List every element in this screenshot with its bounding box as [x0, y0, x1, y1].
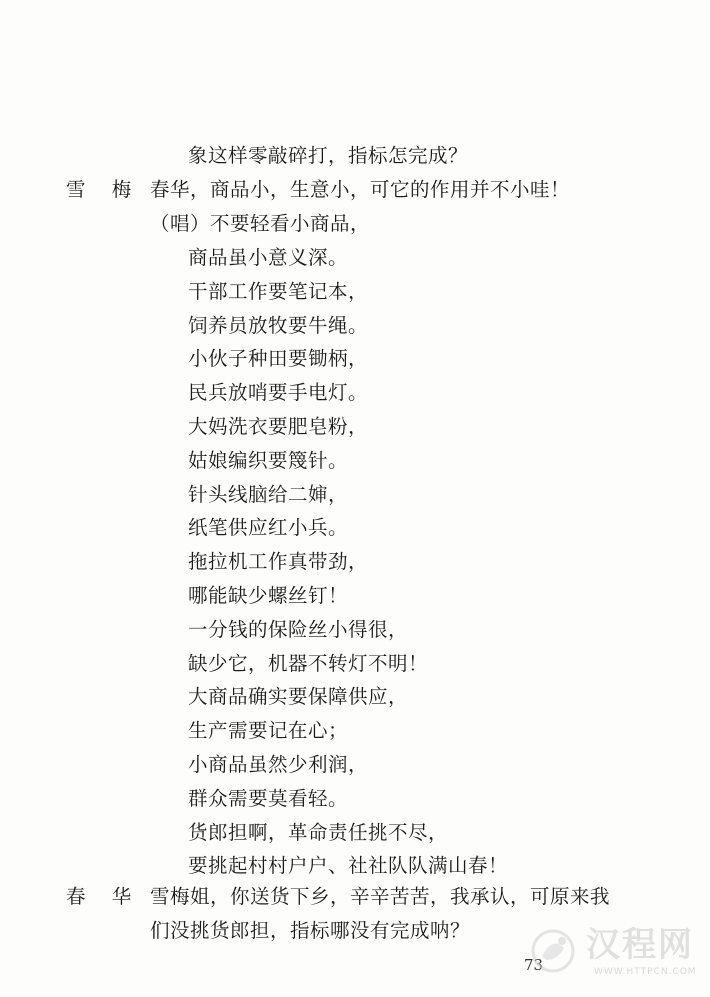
text-line: 大妈洗衣要肥皂粉， [188, 415, 369, 438]
speaker-label: 雪 梅 [66, 178, 142, 201]
speaker-label: 春 华 [66, 885, 142, 908]
text-line: 干部工作要笔记本， [188, 280, 369, 303]
text-line: 要挑起村村户户、社社队队满山春！ [188, 854, 509, 877]
text-line: 雪梅姐，你送货下乡，辛辛苦苦，我承认，可原来我 [150, 885, 611, 908]
text-line: 姑娘编织要篾针。 [188, 449, 349, 472]
text-line: 生产需要记在心； [188, 719, 349, 742]
page-number: 73 [524, 956, 544, 974]
text-line: 针头线脑给二婶， [188, 483, 349, 506]
watermark [528, 924, 708, 984]
text-line: 春华，商品小，生意小，可它的作用并不小哇！ [150, 178, 571, 201]
text-line: 饲养员放牧要牛绳。 [188, 314, 369, 337]
watermark-logo-icon [528, 926, 578, 976]
text-line: （唱）不要轻看小商品， [150, 212, 371, 235]
text-line: 群众需要莫看轻。 [188, 787, 349, 810]
text-line: 们没挑货郎担，指标哪没有完成呐？ [150, 919, 471, 942]
text-line: 拖拉机工作真带劲， [188, 550, 369, 573]
text-line: 象这样零敲碎打，指标怎完成？ [188, 144, 469, 167]
text-line: 货郎担啊，革命责任挑不尽， [188, 821, 449, 844]
text-line: 商品虽小意义深。 [188, 246, 349, 269]
text-line: 一分钱的保险丝小得很， [188, 618, 409, 641]
text-line: 哪能缺少螺丝钉！ [188, 584, 349, 607]
text-line: 缺少它，机器不转灯不明！ [188, 652, 429, 675]
text-line: 小伙子种田要锄柄， [188, 347, 369, 370]
watermark-text: 汉程网 [586, 925, 694, 965]
watermark-url: WWW.HTTPCN.COM [594, 967, 697, 977]
text-line: 小商品虽然少利润， [188, 753, 369, 776]
text-line: 大商品确实要保障供应， [188, 685, 409, 708]
text-line: 民兵放哨要手电灯。 [188, 381, 369, 404]
text-line: 纸笔供应红小兵。 [188, 516, 349, 539]
